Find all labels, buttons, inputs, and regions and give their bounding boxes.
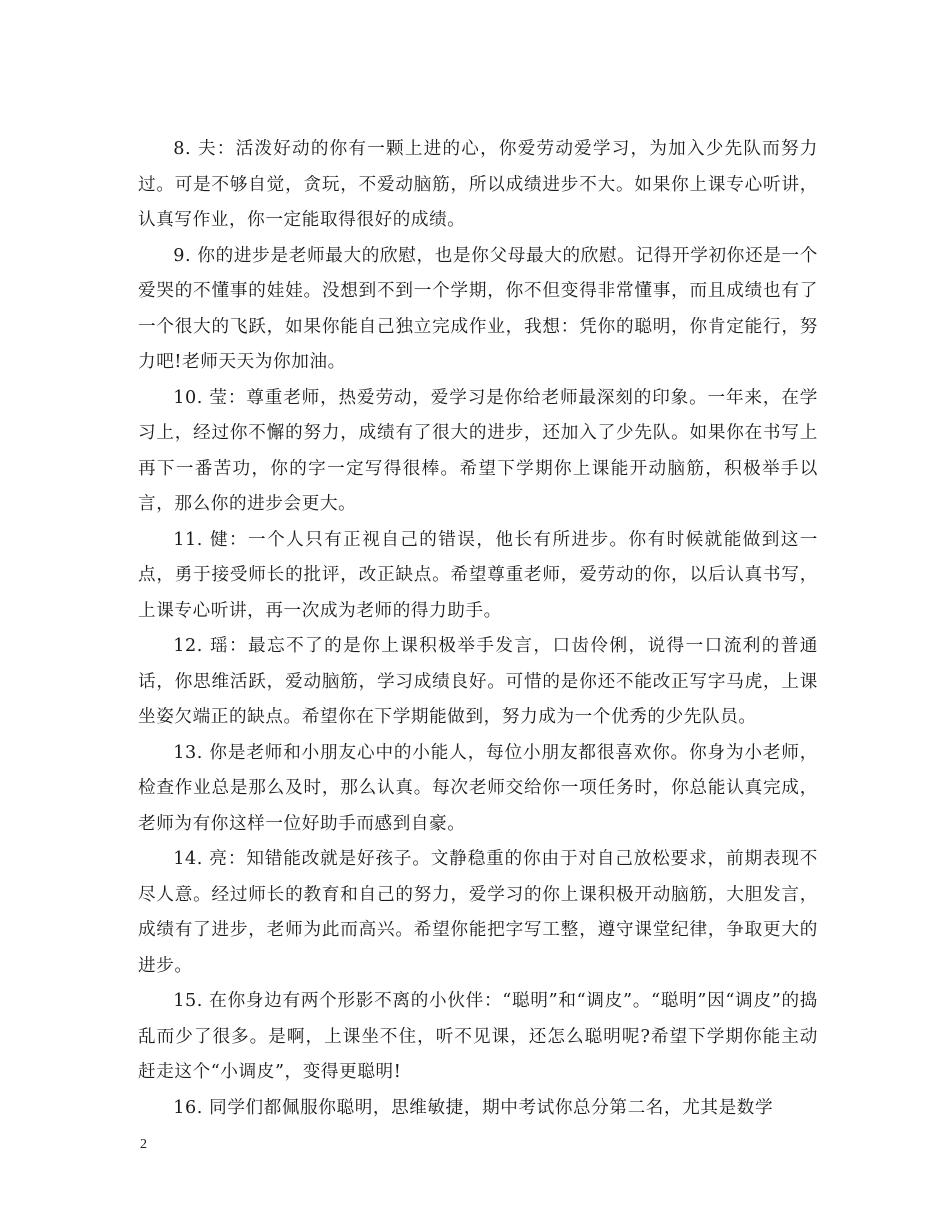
paragraph-14: 14. 亮：知错能改就是好孩子。文静稳重的你由于对自己放松要求，前期表现不尽人意。经过师长的教育和自己的努力，爱学习的你上课积极开动脑筋，大胆发言，成绩有了进步，老师为此而高兴。希望你能把字写工整，遵守课堂纪律，争取更大的进步。 [138,849,818,976]
paragraph-12: 12. 瑶：最忘不了的是你上课积极举手发言，口齿伶俐，说得一口流利的普通话，你思维活跃，爱动脑筋，学习成绩良好。可惜的是你还不能改正写字马虎，上课坐姿欠端正的缺点。希望你在下学期能做到，努力成为一个优秀的少先队员。 [138,636,818,727]
paragraph-10: 10. 莹：尊重老师，热爱劳动，爱学习是你给老师最深刻的印象。一年来，在学习上，经过你不懈的努力，成绩有了很大的进步，还加入了少先队。如果你在书写上再下一番苦功，你的字一定写得很棒。希望下学期你上课能开动脑筋，积极举手以言，那么你的进步会更大。 [138,387,818,514]
paragraph-15: 15. 在你身边有两个形影不离的小伙伴：“聪明”和“调皮”。“聪明”因“调皮”的捣乱而少了很多。是啊，上课坐不住，听不见课，还怎么聪明呢?希望下学期你能主动赶走这个“小调皮”，变得更聪明! [138,991,818,1082]
document-body [138,132,818,1126]
page-number: 2 [140,1137,147,1152]
paragraph-8: 8. 夫：活泼好动的你有一颗上进的心，你爱劳动爱学习，为加入少先队而努力过。可是不够自觉，贪玩，不爱动脑筋，所以成绩进步不大。如果你上课专心听讲，认真写作业，你一定能取得很好的成绩。 [138,139,818,230]
paragraph-16: 16. 同学们都佩服你聪明，思维敏捷，期中考试你总分第二名，尤其是数学 [173,1097,774,1118]
paragraph-9: 9. 你的进步是老师最大的欣慰，也是你父母最大的欣慰。记得开学初你还是一个爱哭的不懂事的娃娃。没想到不到一个学期，你不但变得非常懂事，而且成绩也有了一个很大的飞跃，如果你能自己独立完成作业，我想：凭你的聪明，你肯定能行，努力吧!老师天天为你加油。 [138,245,818,372]
paragraph-13: 13. 你是老师和小朋友心中的小能人，每位小朋友都很喜欢你。你身为小老师，检查作业总是那么及时，那么认真。每次老师交给你一项任务时，你总能认真完成，老师为有你这样一位好助手而感到自豪。 [138,742,818,834]
paragraph-11: 11. 健：一个人只有正视自己的错误，他长有所进步。你有时候就能做到这一点，勇于接受师长的批评，改正缺点。希望尊重老师，爱劳动的你，以后认真书写，上课专心听讲，再一次成为老师的得力助手。 [138,529,818,621]
